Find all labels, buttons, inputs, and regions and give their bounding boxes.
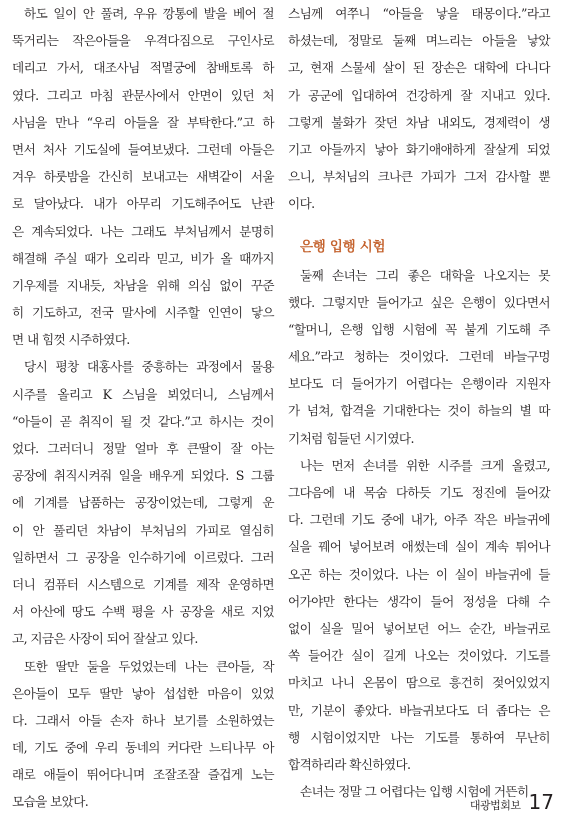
text-line: 당시 평창 대홍사를 중흥하는 과정에서 물용 [24, 359, 274, 375]
text-line: 로 달아났다. 내가 아무리 기도해주어도 난관 [12, 196, 274, 212]
text-line: 더니 컴퓨터 시스템으로 기계를 제작 운영하면 [12, 576, 274, 592]
text-line: 뚝거리는 작은아들을 우격다짐으로 구인사로 [12, 33, 274, 49]
text-line: 없이 실을 밀어 넣어보던 어느 순간, 바늘귀로 [288, 620, 550, 636]
right-column-bottom-text [288, 262, 550, 806]
text-line: 그다음에 내 목숨 다하듯 기도 정진에 들어갔 [288, 485, 550, 500]
text-line: 마치고 나니 온몸이 땀으로 흥건히 젖어있었지 [288, 675, 550, 691]
text-line: 다. 그런데 기도 중에 내가, 아주 작은 바늘귀에 [288, 512, 550, 528]
left-column [12, 0, 274, 816]
text-line: 서 아산에 땅도 수백 평을 사 공장을 새로 지었 [12, 604, 274, 620]
text-line: 다. 그래서 아들 손자 하나 보기를 소원하였는 [12, 712, 274, 728]
text-line: 기우제를 지내듯, 차남을 위해 의심 없이 꾸준 [12, 277, 274, 293]
text-line: 었다. 그러더니 정말 얼마 후 큰딸이 잘 아는 [12, 441, 274, 456]
text-line: 면 내 힘껏 시주하였다. [12, 332, 130, 348]
text-line: 행 시험이었지만 나는 기도를 통하여 무난히 [288, 729, 550, 745]
page-number: 17 [528, 790, 554, 814]
text-line: 사님을 만나 “우리 아들을 잘 부탁한다.”고 하 [12, 114, 274, 130]
text-line: 스님께 여쭈니 “아들을 낳을 태몽이다.”라고 [288, 6, 550, 21]
page-footer [470, 790, 554, 816]
text-line: 였다. 그리고 마침 관문사에서 안면이 있던 처 [12, 87, 274, 103]
text-line: 했다. 그렇지만 들어가고 싶은 은행이 있다면서 [288, 294, 550, 310]
text-line: 래로 애들이 뛰어다니며 조잘조잘 즐겁게 노는 [12, 767, 274, 783]
right-column [288, 0, 550, 805]
publication-name: 대광법회보 [469, 799, 521, 812]
text-line: 이 안 풀리던 차남이 부처님의 가피로 열심히 [12, 522, 274, 538]
text-line: 해결해 주실 때가 오리라 믿고, 비가 올 때까지 [12, 250, 274, 266]
text-line: 모습을 보았다. [12, 794, 89, 810]
text-line: 겨우 하룻밤을 간신히 보내고는 새벽같이 서울 [12, 169, 274, 185]
text-line: 손녀는 정말 그 어렵다는 입행 시험에 거뜬히 [300, 784, 529, 800]
text-line: 에 기계를 납품하는 공장이었는데, 그렇게 운 [12, 495, 274, 511]
text-line: 히 기도하고, 전국 말사에 시주할 인연이 닿으 [12, 305, 274, 321]
text-line: 고, 지금은 사장이 되어 잘살고 있다. [12, 631, 198, 647]
text-line: 어가야만 한다는 생각이 들어 정성을 다해 수 [288, 593, 550, 609]
text-line: 쏙 들어간 실이 길게 나오는 것이었다. 기도를 [288, 648, 550, 664]
text-line: 기처럼 힘들던 시기였다. [288, 430, 414, 446]
text-line: “할머니, 은행 입행 시험에 꼭 붙게 기도해 주 [288, 321, 550, 337]
text-line: 일하면서 그 공장을 인수하기에 이르렀다. 그러 [12, 549, 274, 565]
text-line: 공장에 취직시켜줘 일을 배우게 되었다. S 그룹 [12, 468, 274, 484]
text-line: 고, 현재 스물세 살이 된 장손은 대학에 다니다 [288, 60, 550, 76]
text-line: “아들이 곧 취직이 될 것 같다.”고 하시는 것이 [12, 413, 274, 429]
section-gap [288, 218, 550, 232]
text-line: 기고 아들까지 낳아 화기애애하게 잘살게 되었 [288, 141, 550, 157]
text-line: 하도 일이 안 풀려, 우유 깡통에 발을 베어 절 [24, 6, 274, 21]
text-line: 시주를 올리고 K 스님을 뵈었더니, 스님께서 [12, 386, 274, 402]
right-column-top-text [288, 0, 550, 218]
text-line: 면서 처사 기도실에 들여보냈다. 그런데 아들은 [12, 141, 274, 157]
text-line: 데리고 가서, 대조사님 적멸궁에 참배토록 하 [12, 60, 274, 76]
text-line: 또한 딸만 둘을 두었었는데 나는 큰아들, 작 [24, 658, 274, 674]
text-line: 둘째 손녀는 그리 좋은 대학을 나오지는 못 [300, 267, 550, 283]
text-line: 이다. [288, 196, 315, 212]
text-line: 합격하리라 확신하였다. [288, 756, 411, 772]
text-line: 실을 꿰어 넣어보려 애썼는데 실이 계속 튀어나 [288, 539, 550, 555]
text-line: 가 공군에 입대하여 건강하게 잘 지내고 있다. [288, 87, 550, 103]
text-line: 나는 먼저 손녀를 위한 시주를 크게 올렸고, [300, 457, 550, 473]
text-line: 오곤 하는 것이었다. 나는 이 실이 바늘귀에 들 [288, 566, 550, 582]
text-line: 하셨는데, 정말로 둘째 며느리는 아들을 낳았 [288, 33, 550, 49]
text-line: 가 넘쳐, 합격을 기대한다는 것이 하늘의 별 따 [288, 403, 550, 419]
text-line: 은아들이 모두 딸만 낳아 섭섭한 마음이 있었 [12, 685, 274, 701]
text-line: 만, 기분이 좋았다. 바늘귀보다도 더 좁다는 은 [288, 702, 550, 718]
text-line: 그렇게 불화가 잦던 차남 내외도, 경제력이 생 [288, 114, 550, 130]
text-line: 세요.”라고 청하는 것이었다. 그런데 바늘구멍 [288, 349, 550, 365]
text-line: 데, 기도 중에 우리 동네의 커다란 느티나무 아 [12, 740, 274, 756]
section-heading: 은행 입행 시험 [300, 238, 386, 255]
text-line: 으니, 부처님의 크나큰 가피가 그저 감사할 뿐 [288, 169, 550, 185]
text-line: 은 계속되었다. 나는 그래도 부처님께서 분명히 [12, 223, 274, 239]
text-line: 보다도 더 들어가기 어렵다는 은행이라 지원자 [288, 376, 550, 392]
